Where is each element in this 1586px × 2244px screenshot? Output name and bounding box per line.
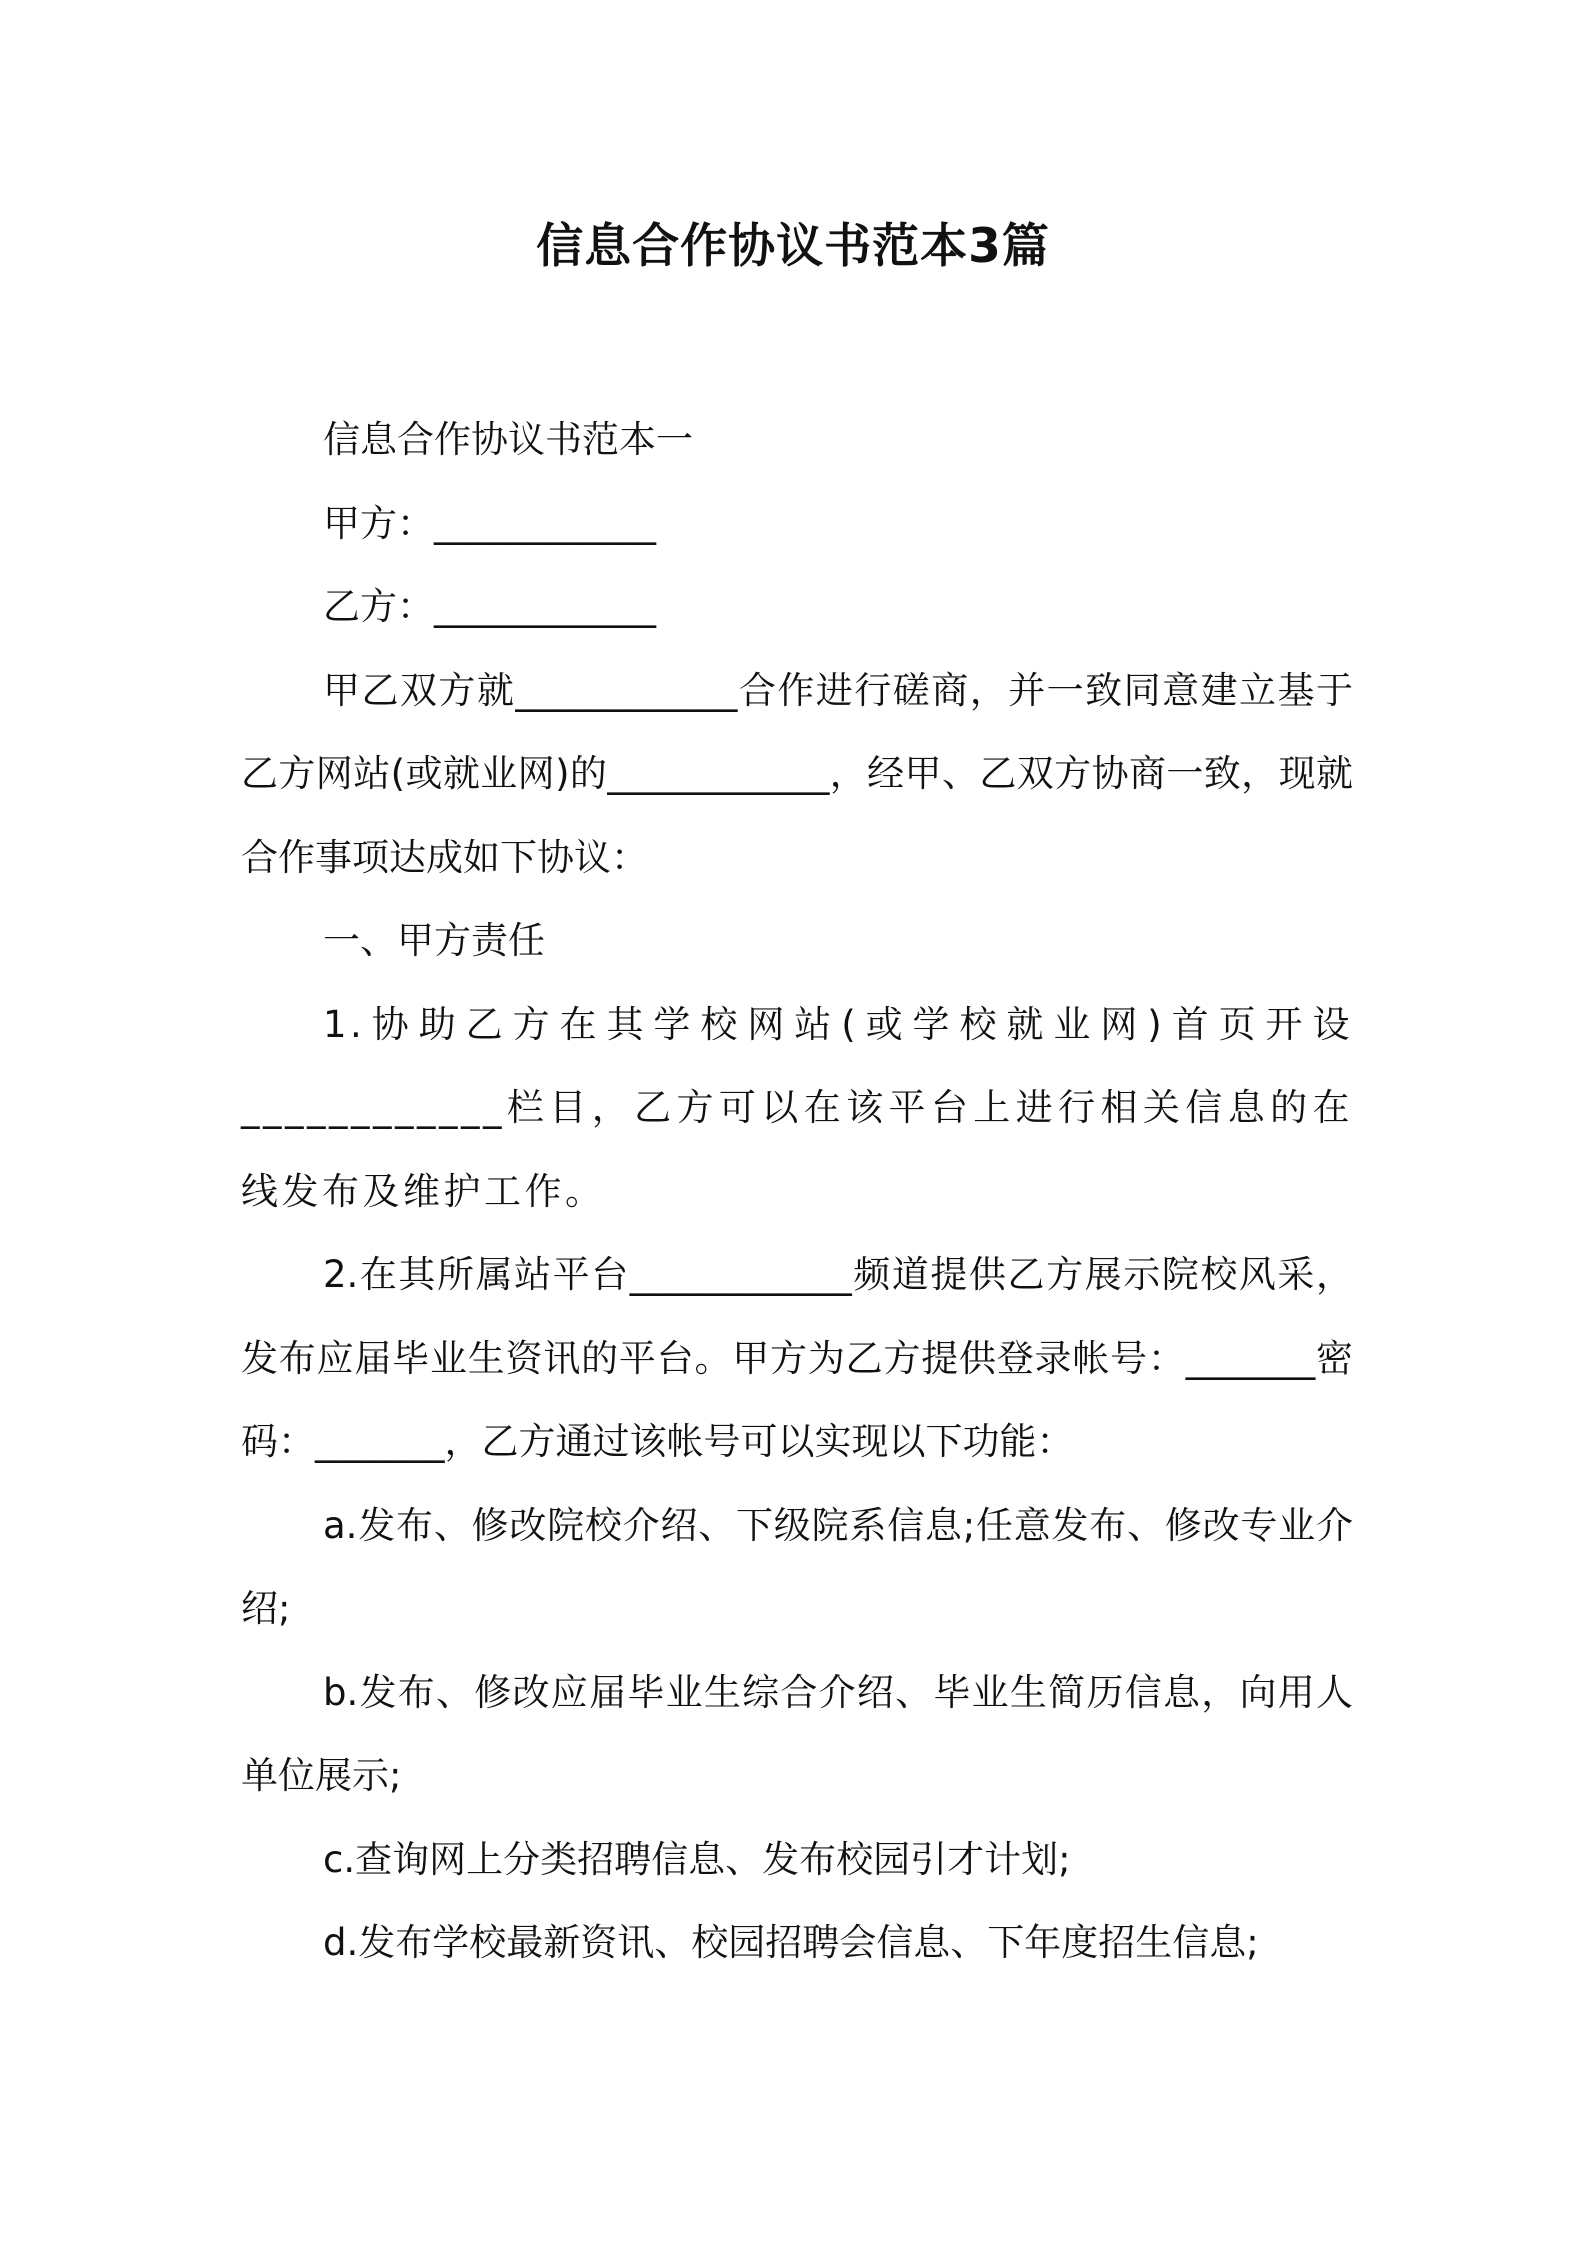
document-title: 信息合作协议书范本3篇 xyxy=(536,219,1050,274)
document-body xyxy=(241,398,1353,1985)
party-a-line: 甲方：____________ xyxy=(323,501,656,545)
clause-item-1: 1.协助乙方在其学校网站(或学校就业网)首页开设____________栏目，乙方可以在该平台上进行相关信息的在线发布及维护工作。 xyxy=(241,1002,1353,1213)
party-b-line: 乙方：____________ xyxy=(323,585,656,628)
function-item-d: d.发布学校最新资讯、校园招聘会信息、下年度招生信息; xyxy=(323,1921,1259,1964)
clause-item-2: 2.在其所属站平台____________频道提供乙方展示院校风采，发布应届毕业生资讯的平台。甲方为乙方提供登录帐号：_______密码：_______，乙方通过该帐号可以实现以下功能： xyxy=(241,1253,1353,1463)
function-item-b: b.发布、修改应届毕业生综合介绍、毕业生简历信息，向用人单位展示; xyxy=(241,1670,1353,1797)
subtitle: 信息合作协议书范本一 xyxy=(323,418,693,461)
function-item-c: c.查询网上分类招聘信息、发布校园引才计划; xyxy=(323,1837,1071,1881)
section-heading: 一、甲方责任 xyxy=(323,919,545,962)
intro-paragraph: 甲乙双方就____________合作进行磋商，并一致同意建立基于乙方网站(或就业网)的____________，经甲、乙双方协商一致，现就合作事项达成如下协议： xyxy=(241,668,1353,879)
function-item-a: a.发布、修改院校介绍、下级院系信息;任意发布、修改专业介绍; xyxy=(241,1503,1353,1630)
